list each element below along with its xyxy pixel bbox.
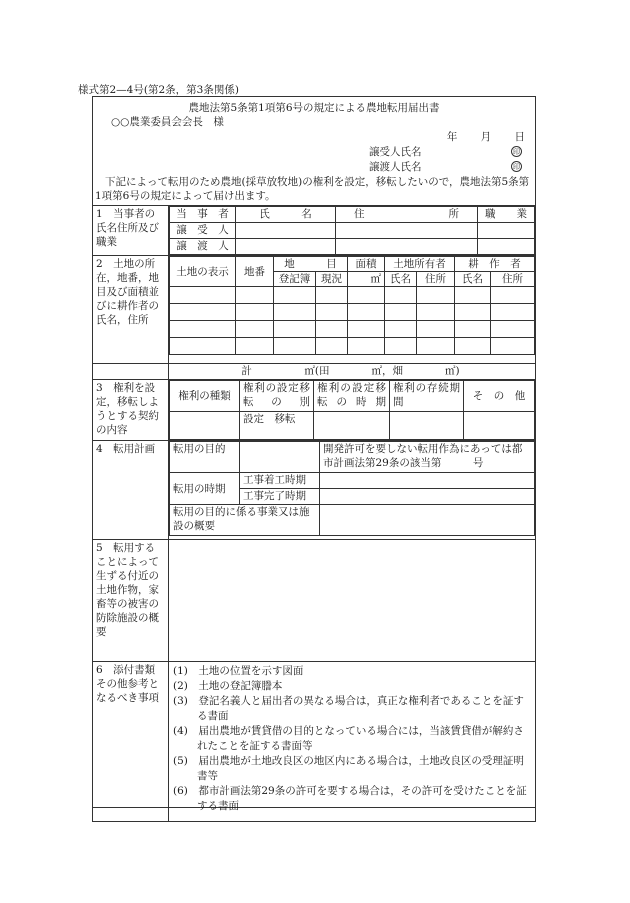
end-label: 工事完了時期 [240, 489, 320, 505]
land-cell[interactable] [274, 287, 316, 304]
plan-table [169, 441, 535, 536]
party-header: 当 事 者 [170, 207, 236, 223]
date-month: 月 [480, 131, 492, 143]
land-cell[interactable] [417, 321, 455, 338]
land-cell[interactable] [385, 304, 417, 321]
owner-address-header: 住所 [417, 272, 455, 287]
seal-icon: 印 [513, 163, 520, 171]
land-cell[interactable] [274, 304, 316, 321]
seal-icon: 印 [513, 148, 520, 156]
registry-header: 登記簿 [274, 272, 316, 287]
purpose-label: 転用の目的 [170, 442, 240, 473]
date-year: 年 [446, 131, 458, 143]
land-cell[interactable] [316, 287, 348, 304]
owner-header: 土地所有者 [385, 257, 455, 272]
addressee: ○○農業委員会会長 様 [111, 116, 224, 128]
sec5-content[interactable] [169, 540, 536, 662]
land-cell[interactable] [316, 321, 348, 338]
dev-permit-note: 開発許可を要しない転用作為にあっては都市計画法第29条の該当第 号 [320, 442, 535, 473]
right-type-value[interactable]: 設定 移転 [240, 412, 314, 440]
right-kind-header: 権利の種類 [170, 381, 240, 412]
right-type-header: 権利の設定移転の別 [240, 381, 314, 412]
assignor-row-label: 譲 渡 人 [170, 239, 236, 255]
land-cell[interactable] [274, 338, 316, 355]
land-cell[interactable] [274, 321, 316, 338]
assignee-name-label: 譲受人氏名 [369, 146, 422, 158]
land-cell[interactable] [491, 287, 535, 304]
land-cell[interactable] [348, 321, 385, 338]
attachment-item: (5) 届出農地が土地改良区の地区内にある場合は，土地改良区の受理証明書等 [173, 755, 524, 782]
end-cell[interactable] [320, 489, 535, 505]
sec5-label: 5 転用することによって生ずる付近の土地作物，家畜等の被害の防除施設の概要 [93, 540, 169, 662]
area-total: 計 ㎡(田 ㎡，畑 ㎡) [169, 364, 536, 380]
owner-name-header: 氏名 [385, 272, 417, 287]
form-number: 様式第2—4号(第2条，第3条関係) [78, 84, 239, 96]
form-title: 農地法第5条第1項第6号の規定による農地転用届出書 [188, 102, 440, 114]
sec4-label: 4 転用計画 [93, 441, 169, 540]
form-frame [92, 96, 536, 812]
assignor-address-cell[interactable] [336, 239, 478, 255]
assignee-address-cell[interactable] [336, 223, 478, 239]
sec3-label: 3 権利を設定，移転しようとする契約の内容 [93, 380, 169, 441]
land-cell[interactable] [455, 287, 491, 304]
land-cell[interactable] [348, 287, 385, 304]
land-cell[interactable] [455, 304, 491, 321]
land-cell[interactable] [316, 304, 348, 321]
sec2-label: 2 土地の所在，地番，地目及び面積並びに耕作者の氏名，住所 [93, 256, 169, 364]
land-cell[interactable] [455, 321, 491, 338]
assignee-job-cell[interactable] [478, 223, 535, 239]
attachment-item: (1) 土地の位置を示す図面 [173, 665, 304, 677]
assignor-name-cell[interactable] [236, 239, 336, 255]
lot-number-header: 地番 [236, 257, 274, 287]
land-cell[interactable] [417, 287, 455, 304]
intro-text: 下記によって転用のため農地(採草放牧地)の権利を設定，移転したいので，農地法第5条第1項第6号の規定によって届け出ます。 [95, 176, 530, 202]
start-cell[interactable] [320, 473, 535, 489]
date-line [447, 129, 525, 144]
right-duration-cell[interactable] [390, 412, 464, 440]
land-cell[interactable] [455, 338, 491, 355]
land-table [169, 256, 535, 355]
other-cell[interactable] [464, 412, 535, 440]
name-header: 氏 名 [236, 207, 336, 223]
start-label: 工事着工時期 [240, 473, 320, 489]
attachment-item: (6) 都市計画法第29条の許可を要する場合は，その許可を受けたことを証する書面 [173, 785, 527, 812]
land-cell[interactable] [417, 338, 455, 355]
land-cell[interactable] [316, 338, 348, 355]
purpose-cell[interactable] [240, 442, 320, 473]
land-cell[interactable] [385, 287, 417, 304]
address-header: 住 所 [336, 207, 478, 223]
current-header: 現況 [316, 272, 348, 287]
assignor-name-label: 譲渡人氏名 [369, 161, 422, 173]
area-unit: ㎡ [348, 272, 385, 287]
right-duration-header: 権利の存続期間 [390, 381, 464, 412]
other-header: そ の 他 [464, 381, 535, 412]
land-cell[interactable] [170, 338, 236, 355]
sec1-label: 1 当事者の氏名住所及び職業 [93, 206, 169, 256]
assignor-job-cell[interactable] [478, 239, 535, 255]
assignee-name-cell[interactable] [236, 223, 336, 239]
right-timing-cell[interactable] [314, 412, 390, 440]
right-kind-cell[interactable] [170, 412, 240, 440]
period-label: 転用の時期 [170, 473, 240, 505]
attachment-item: (4) 届出農地が賃貸借の目的となっている場合には，当該賃貸借が解約されたことを証する書面等 [173, 725, 524, 752]
land-location-header: 土地の表示 [170, 257, 236, 287]
land-cell[interactable] [385, 338, 417, 355]
attachments-list [169, 662, 536, 822]
land-category-header: 地 目 [274, 257, 348, 272]
cultivator-header: 耕 作 者 [455, 257, 535, 272]
assignee-row-label: 譲 受 人 [170, 223, 236, 239]
cultivator-name-header: 氏名 [455, 272, 491, 287]
land-cell[interactable] [236, 338, 274, 355]
contract-table [169, 380, 535, 440]
land-cell[interactable] [385, 321, 417, 338]
business-cell[interactable] [320, 505, 535, 536]
form-table [92, 205, 536, 822]
land-cell[interactable] [236, 287, 274, 304]
land-cell[interactable] [170, 304, 236, 321]
land-cell[interactable] [236, 304, 274, 321]
attachment-item: (2) 土地の登記簿謄本 [173, 680, 283, 692]
date-day: 日 [514, 131, 525, 143]
land-cell[interactable] [170, 321, 236, 338]
sec6-label: 6 添付書類その他参考となるべき事項 [93, 662, 169, 822]
land-cell[interactable] [348, 304, 385, 321]
right-timing-header: 権利の設定移転の時期 [314, 381, 390, 412]
land-cell[interactable] [491, 338, 535, 355]
area-header: 面積 [348, 257, 385, 272]
land-cell[interactable] [491, 304, 535, 321]
parties-table [169, 206, 535, 255]
land-cell[interactable] [170, 287, 236, 304]
business-label: 転用の目的に係る事業又は施設の概要 [170, 505, 320, 536]
attachment-item: (3) 登記名義人と届出者の異なる場合は，真正な権利者であることを証する書面 [173, 695, 524, 722]
land-cell[interactable] [348, 338, 385, 355]
job-header: 職 業 [478, 207, 535, 223]
land-cell[interactable] [491, 321, 535, 338]
cultivator-address-header: 住所 [491, 272, 535, 287]
land-cell[interactable] [417, 304, 455, 321]
land-cell[interactable] [236, 321, 274, 338]
